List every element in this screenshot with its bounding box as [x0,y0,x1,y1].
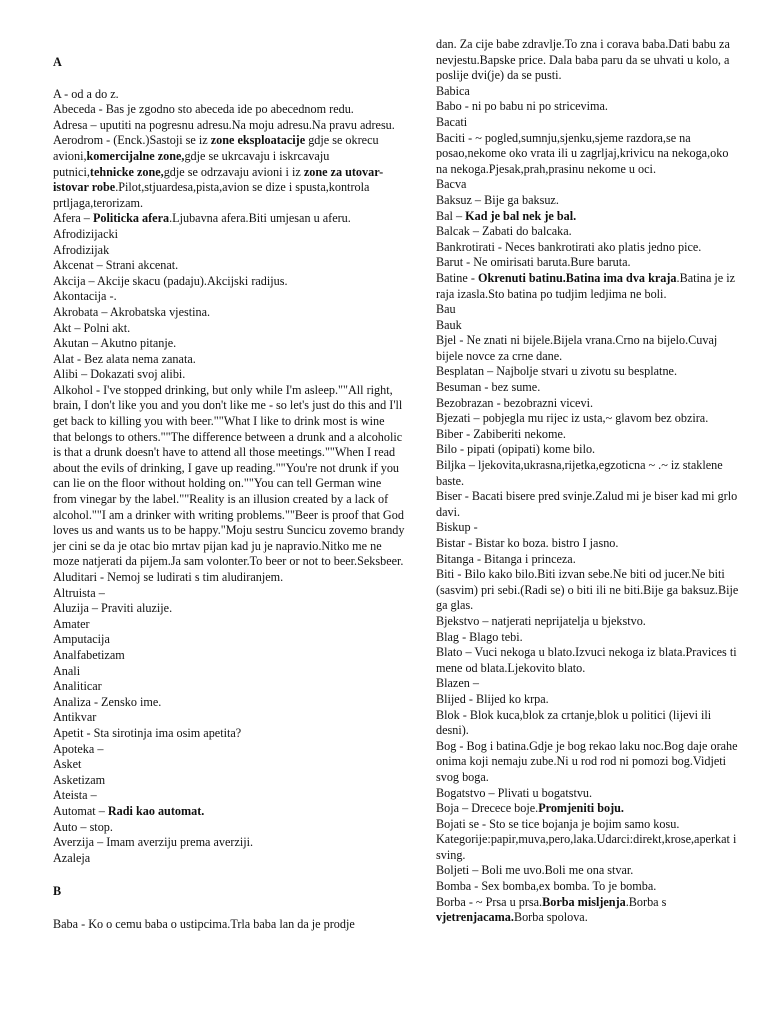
dictionary-entry [436,318,740,334]
dictionary-entry [436,614,740,630]
entry-text: Analfabetizam [53,647,125,662]
entry-text: Bjezati – pobjegla mu rijec iz usta,~ glavom bez obzira. [436,411,709,426]
dictionary-entry [436,645,740,676]
entry-text: .Pilot,stjuardesa,pista,avion se dize i spusta,kontrola prtljaga,terorizam. [53,180,370,210]
entry-text: Anali [53,663,81,678]
entry-text: .Ljubavna afera.Biti umjesan u aferu. [169,211,351,226]
dictionary-entry [436,396,740,412]
dictionary-entry [53,352,405,368]
entry-text: Bojati se - Sto se tice bojanja je bojim samo kosu. Kategorije:papir,muva,pero,laka.Udarci:direkt,krose,aperkat i sving. [436,816,737,862]
entry-emphasis: vjetrenjacama. [436,910,514,925]
entry-text: Blag - Blago tebi. [436,629,523,644]
entry-text: Biljka – ljekovita,ukrasna,rijetka,egzoticna ~ .~ iz staklene baste. [436,458,723,488]
dictionary-entry [53,305,405,321]
dictionary-entry [436,567,740,614]
entry-text: Analiza - Zensko ime. [53,694,162,709]
entry-emphasis: Politicka afera [92,211,170,226]
dictionary-entry [436,458,740,489]
entry-text: Baksuz – Bije ga baksuz. [436,192,559,207]
entry-text: Automat – [53,803,108,818]
entry-text: Bjel - Ne znati ni bijele.Bijela vrana.Crno na bijelo.Cuvaj bijele novce za crne dane. [436,333,718,363]
entry-text: Boljeti – Boli me uvo.Boli me ona stvar. [436,863,634,878]
dictionary-entry [53,87,405,103]
entry-text: Akcenat – Strani akcenat. [53,258,179,273]
dictionary-entry [436,271,740,302]
entry-emphasis: Promjeniti boju. [538,801,624,816]
entry-text: Bacati [436,114,468,129]
dictionary-entry [53,726,405,742]
dictionary-entry [436,895,740,926]
entry-text: Analiticar [53,679,102,694]
dictionary-entry [436,489,740,520]
entry-text: Antikvar [53,710,97,725]
dictionary-entry [53,321,405,337]
entry-text: Besplatan – Najbolje stvari u zivotu su besplatne. [436,364,677,379]
entry-text: Balcak – Zabati do balcaka. [436,224,572,239]
entry-text: Alibi – Dokazati svoj alibi. [53,367,186,382]
dictionary-entry [53,710,405,726]
dictionary-entry [53,664,405,680]
entry-text: Bau [436,302,456,317]
dictionary-entry [53,227,405,243]
entry-text: Batine - [436,270,478,285]
entry-text: Akt – Polni akt. [53,320,131,335]
entry-text: Boja – Drecece boje. [436,801,539,816]
entry-text: Bomba - Sex bomba,ex bomba. To je bomba. [436,879,657,894]
dictionary-entry [436,630,740,646]
entry-text: Alkohol - I've stopped drinking, but only while I'm asleep.""All right, brain, I don't like you and you don't like me - so let's just do this and I'll get back to killing you with beer.""What I like to drink most is wine that belongs to others.""The difference between a drunk and a alcoholic is that a drunk doesn't have to attend all those meetings.""When I read about the evils of drinking, I gave up reading.""You're not drunk if you can lie on the floor without holding on.""You can tell German wine from vinegar by the label.""Reality is an illusion created by a lack of alcohol.""I am a drinker with writing problems.""Beer is proof that God loves us and wants us to be happy."Moju sestru Suncicu zovemo brandy jer cini se da je otac bio mrtav pijan kad ju je napravio.Nitko me ne moze natjerati da pijem.Ja sam volonter.To beer or not to beer.Seksbeer. [53,382,405,569]
dictionary-entry [53,601,405,617]
entry-text: Biti - Bilo kako bilo.Biti izvan sebe.Ne biti od jucer.Ne biti (sasvim) pri sebi.(Radi se) o biti ili ne biti.Bije ga baksuz.Bije ga glas. [436,567,739,613]
dictionary-entry [53,617,405,633]
entry-text: gdje se odrzavaju avioni i iz [163,164,304,179]
dictionary-entry [436,786,740,802]
dictionary-entry [436,99,740,115]
dictionary-entry [53,757,405,773]
entry-text: Biber - Zabiberiti nekome. [436,426,566,441]
dictionary-entry [53,695,405,711]
dictionary-entry [436,240,740,256]
entry-text: Besuman - bez sume. [436,380,541,395]
dictionary-entry [53,917,405,933]
entry-text: Blato – Vuci nekoga u blato.Izvuci nekoga iz blata.Pravices ti mene od blata.Ljekovito blato. [436,645,737,675]
entry-text: Bankrotirati - Neces bankrotirati ako platis jedno pice. [436,239,702,254]
dictionary-entry [53,820,405,836]
dictionary-entry [53,788,405,804]
entry-text: Bitanga - Bitanga i princeza. [436,551,576,566]
entry-emphasis: zone za utovar-istovar robe [53,164,384,195]
dictionary-entry [53,632,405,648]
entry-emphasis: Kad je bal nek je bal. [465,208,577,223]
entry-text: Barut - Ne omirisati baruta.Bure baruta. [436,255,631,270]
dictionary-entry [436,863,740,879]
dictionary-entry [53,211,405,227]
entry-text: .Batina je iz raja izasla.Sto batina po tudjim ledjima ne boli. [436,270,736,301]
entry-text: Biskup - [436,520,478,535]
dictionary-entry [436,177,740,193]
dictionary-entry [436,708,740,739]
dictionary-entry [436,115,740,131]
entry-text: Bilo - pipati (opipati) kome bilo. [436,442,596,457]
dictionary-entry [53,274,405,290]
entry-text: Adresa – uputiti na pogresnu adresu.Na moju adresu.Na pravu adresu. [53,117,395,132]
dictionary-entry [436,380,740,396]
entry-text: Altruista – [53,585,105,600]
dictionary-entry [53,742,405,758]
right-column [436,37,740,926]
entry-text: Baciti - ~ pogled,sumnju,sjenku,sjeme razdora,se na posao,nekome oko vrata ili u zagrljaj,krivicu na nekoga,oko na nekoga.Pjesak,prah,prasinu nekome u oci. [436,130,729,176]
entry-text: Bog - Bog i batina.Gdje je bog rekao laku noc.Bog daje orahe onima koji nemaju zube.Ni u rod rod ni pomozi bog.Vidjeti svog boga. [436,738,738,784]
entry-text: Asket [53,757,82,772]
entry-text: Blok - Blok kuca,blok za crtanje,blok u politici (lijevi ili desni). [436,707,712,738]
dictionary-entry [53,367,405,383]
dictionary-entry [436,692,740,708]
entry-text: Ateista – [53,788,97,803]
dictionary-entry [53,648,405,664]
entry-text: Alat - Bez alata nema zanata. [53,351,196,366]
entry-text: Babo - ni po babu ni po stricevima. [436,99,608,114]
entry-text: Amater [53,616,90,631]
entry-text: Apetit - Sta sirotinja ima osim apetita? [53,725,242,740]
section-heading: B [53,884,62,899]
dictionary-entry [436,333,740,364]
dictionary-entry [53,851,405,867]
entry-text: dan. Za cije babe zdravlje.To zna i corava baba.Dati babu za nevjestu.Bapske price. Dala baba paru da se uhvati u kolo, a poslije dvi(je) da se pusti. [436,37,730,83]
entry-text: Bistar - Bistar ko boza. bistro I jasno. [436,536,619,550]
entry-text: Azaleja [53,850,91,865]
dictionary-entry [436,302,740,318]
dictionary-entry [53,773,405,789]
entry-emphasis: Okrenuti batinu.Batina ima dva kraja [477,270,677,285]
section-heading: A [53,55,62,69]
dictionary-entry [436,37,740,84]
entry-text: Apoteka – [53,741,104,756]
entry-text: Bacva [436,177,467,192]
dictionary-entry [436,84,740,100]
dictionary-entry [436,520,740,536]
dictionary-entry [53,102,405,118]
dictionary-entry [53,243,405,259]
dictionary-entry [436,131,740,178]
entry-text: Bauk [436,317,462,332]
entry-text: Auto – stop. [53,819,113,834]
dictionary-entry [436,739,740,786]
dictionary-entry [53,133,405,211]
entry-text: Bezobrazan - bezobrazni vicevi. [436,395,593,410]
dictionary-entry [436,552,740,568]
dictionary-entry [436,536,740,552]
dictionary-entry [436,255,740,271]
dictionary-entry [53,289,405,305]
dictionary-entry [436,224,740,240]
entry-text: Aluzija – Praviti aluzije. [53,601,173,616]
dictionary-entry [53,258,405,274]
entry-text: Averzija – Imam averziju prema averziji. [53,835,254,850]
entry-text: Bjekstvo – natjerati neprijatelja u bjekstvo. [436,613,646,628]
dictionary-entry [436,427,740,443]
left-column [53,37,405,932]
dictionary-entry [53,383,405,570]
entry-text: A - od a do z. [53,86,119,101]
entry-text: gdje se ukrcavaju i iskrcavaju putnici, [53,148,330,179]
entry-text: Borba - ~ Prsa u prsa. [436,894,543,909]
entry-text: Bal – [436,208,466,223]
dictionary-entry [53,835,405,851]
dictionary-entry [53,118,405,134]
entry-text: Akontacija -. [53,289,117,304]
dictionary-entry [53,570,405,586]
entry-emphasis: Borba misljenja [542,894,626,909]
dictionary-entry [53,336,405,352]
dictionary-entry [436,801,740,817]
dictionary-entry [436,879,740,895]
entry-text: Babica [436,83,470,98]
dictionary-entry [436,364,740,380]
entry-text: Bogatstvo – Plivati u bogatstvu. [436,785,593,800]
dictionary-entry [436,411,740,427]
dictionary-entry [53,804,405,820]
entry-text: Akcija – Akcije skacu (padaju).Akcijski radijus. [53,273,288,288]
entry-text: Akutan – Akutno pitanje. [53,336,177,351]
entry-text: gdje se okrecu avioni, [53,133,379,163]
dictionary-entry [436,676,740,692]
entry-text: Asketizam [53,772,106,787]
entry-text: Blijed - Blijed ko krpa. [436,691,549,706]
entry-emphasis: Radi kao automat. [107,803,205,818]
dictionary-entry [436,209,740,225]
entry-emphasis: zone eksploatacije [210,133,306,148]
entry-text: Afrodizijacki [53,226,118,241]
dictionary-entry [436,193,740,209]
entry-text: Aerodrom - (Enck.)Sastoji se iz [53,133,211,148]
entry-text: Baba - Ko o cemu baba o ustipcima.Trla baba lan da je prodje [53,916,355,931]
entry-text: .Borba s [625,894,667,909]
dictionary-entry [53,586,405,602]
entry-text: Afera – [53,211,93,226]
entry-text: Amputacija [53,632,110,647]
entry-text: Abeceda - Bas je zgodno sto abeceda ide po abecednom redu. [53,102,354,117]
entry-text: Akrobata – Akrobatska vjestina. [53,304,211,319]
dictionary-entry [436,442,740,458]
entry-text: Aluditari - Nemoj se ludirati s tim aludiranjem. [53,570,284,584]
entry-text: Borba spolova. [513,910,588,925]
entry-text: Biser - Bacati bisere pred svinje.Zalud mi je biser kad mi grlo davi. [436,489,738,519]
dictionary-entry [53,679,405,695]
dictionary-entry [436,817,740,864]
entry-emphasis: komercijalne zone, [86,148,185,163]
entry-emphasis: tehnicke zone, [89,164,164,179]
entry-text: Afrodizijak [53,242,110,257]
entry-text: Blazen – [436,676,479,691]
